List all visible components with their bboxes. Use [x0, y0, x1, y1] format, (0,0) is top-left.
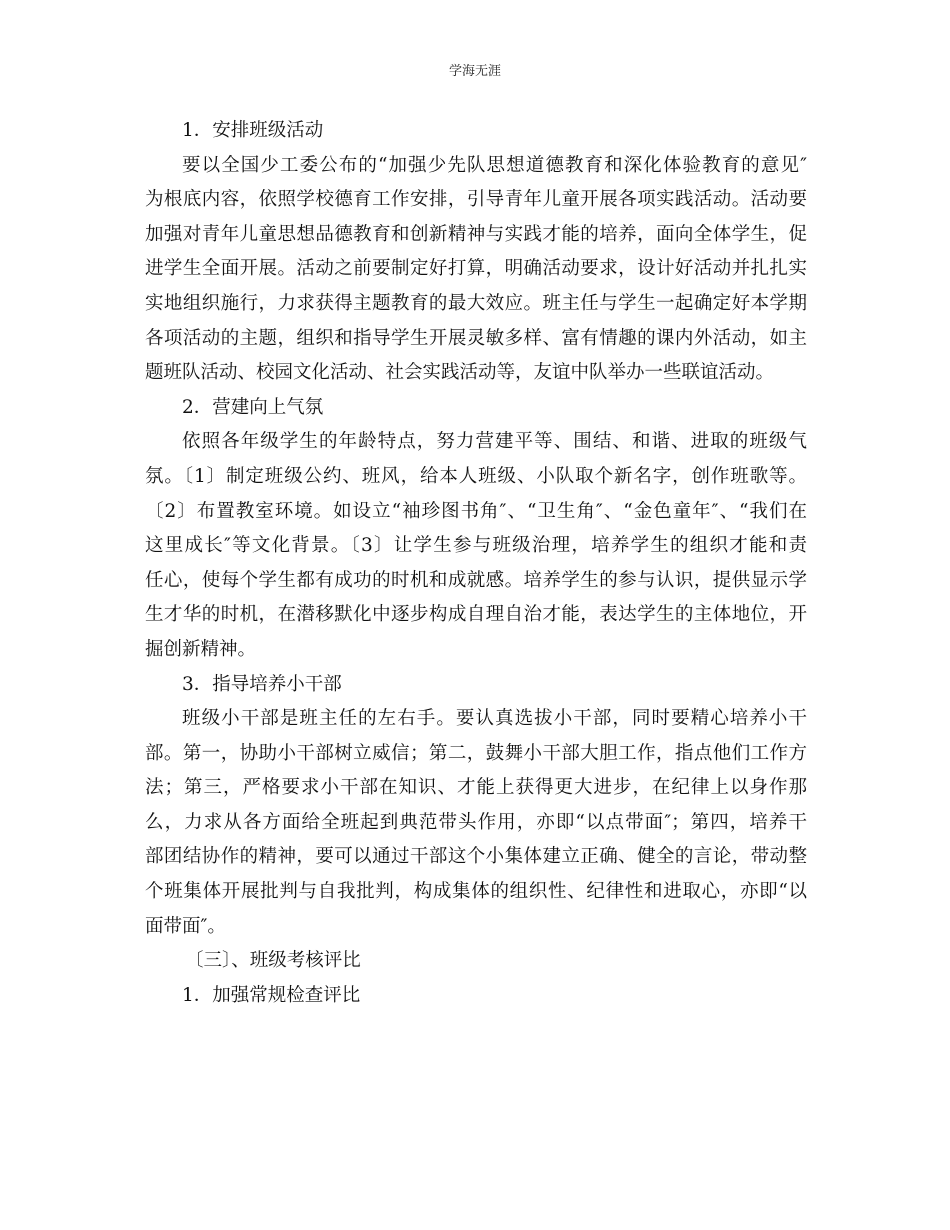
paragraph-line: 任心，使每个学生都有成功的时机和成就感。培养学生的参与认识，提供显示学 — [145, 569, 807, 591]
heading-2: 2．营建向上气氛 — [182, 396, 324, 418]
paragraph-line: 法；第三，严格要求小干部在知识、才能上获得更大进步，在纪律上以身作那 — [145, 777, 807, 799]
paragraph-line: 部。第一，协助小干部树立威信；第二，鼓舞小干部大胆工作，指点他们工作方 — [145, 742, 807, 764]
paragraph-line: 依照各年级学生的年龄特点，努力营建平等、围结、和谐、进取的班级气 — [182, 431, 807, 453]
paragraph-line: 面带面″。 — [145, 915, 226, 937]
paragraph-line: 部团结协作的精神，要可以通过干部这个小集体建立正确、健全的言论，带动整 — [145, 846, 807, 868]
paragraph-line: 班级小干部是班主任的左右手。要认真选拔小干部，同时要精心培养小干 — [182, 708, 807, 730]
paragraph-line: 〔2〕布置教室环境。如设立“袖珍图书角″、“卫生角″、“金色童年″、“我们在 — [145, 500, 807, 522]
paragraph-line: 生才华的时机，在潜移默化中逐步构成自理自治才能，表达学生的主体地位，开 — [145, 604, 807, 626]
paragraph-line: 为根底内容，依照学校德育工作安排，引导青年儿童开展各项实践活动。活动要 — [145, 189, 807, 211]
section-heading: 〔三〕、班级考核评比 — [185, 950, 361, 972]
paragraph-line: 加强对青年儿童思想品德教育和创新精神与实践才能的培养，面向全体学生，促 — [145, 223, 807, 245]
heading-4: 1．加强常规检查评比 — [182, 984, 361, 1006]
paragraph-line: 氛。〔1〕制定班级公约、班风，给本人班级、小队取个新名字，创作班歌等。 — [145, 465, 807, 487]
paragraph-line: 个班集体开展批判与自我批判，构成集体的组织性、纪律性和进取心，亦即“以 — [145, 881, 807, 903]
paragraph-line: 这里成长″等文化背景。〔3〕让学生参与班级治理，培养学生的组织才能和责 — [145, 535, 807, 557]
paragraph-line: 题班队活动、校园文化活动、社会实践活动等，友谊中队举办一些联谊活动。 — [145, 362, 775, 384]
paragraph-line: 进学生全面开展。活动之前要制定好打算，明确活动要求，设计好活动并扎扎实 — [145, 258, 807, 280]
heading-1: 1．安排班级活动 — [182, 120, 324, 141]
paragraph-line: 实地组织施行，力求获得主题教育的最大效应。班主任与学生一起确定好本学期 — [145, 292, 807, 314]
page-header: 学海无涯 — [448, 64, 501, 79]
paragraph-line: 要以全国少工委公布的“加强少先队思想道德教育和深化体验教育的意见″ — [182, 154, 807, 176]
paragraph-line: 各项活动的主题，组织和指导学生开展灵敏多样、富有情趣的课内外活动，如主 — [145, 327, 807, 349]
heading-3: 3．指导培养小干部 — [182, 673, 342, 695]
paragraph-line: 掘创新精神。 — [145, 638, 257, 660]
paragraph-line: 么，力求从各方面给全班起到典范带头作用，亦即“以点带面″；第四，培养干 — [145, 811, 807, 833]
document-body — [145, 114, 807, 1013]
